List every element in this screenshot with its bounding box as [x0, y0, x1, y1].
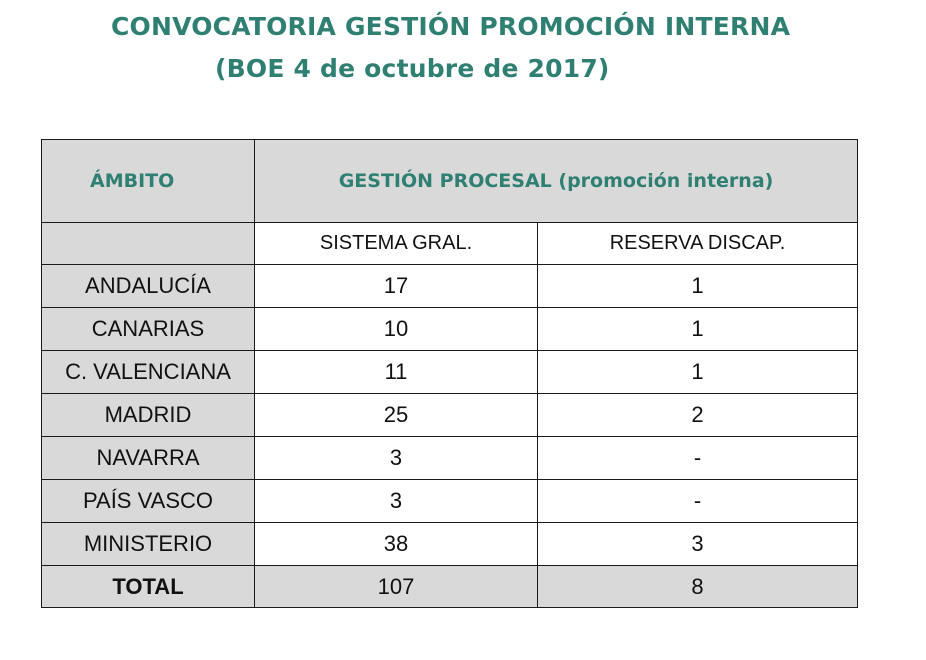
reserva-value: 2	[538, 394, 858, 437]
sistema-value: 25	[255, 394, 538, 437]
column-header-gestion-procesal: GESTIÓN PROCESAL (promoción interna)	[255, 140, 858, 223]
table-row	[42, 480, 858, 523]
sistema-value: 3	[255, 480, 538, 523]
row-label: MINISTERIO	[42, 523, 255, 566]
reserva-value: -	[538, 437, 858, 480]
row-label: CANARIAS	[42, 308, 255, 351]
page-subtitle: (BOE 4 de octubre de 2017)	[215, 54, 610, 83]
table-row	[42, 394, 858, 437]
table-row	[42, 523, 858, 566]
reserva-value: 1	[538, 308, 858, 351]
total-sistema-value: 107	[255, 566, 538, 608]
row-label: C. VALENCIANA	[42, 351, 255, 394]
page-title: CONVOCATORIA GESTIÓN PROMOCIÓN INTERNA	[111, 12, 791, 41]
sistema-value: 3	[255, 437, 538, 480]
table-row	[42, 265, 858, 308]
reserva-value: 3	[538, 523, 858, 566]
column-header-sistema-gral: SISTEMA GRAL.	[255, 223, 538, 265]
row-label: NAVARRA	[42, 437, 255, 480]
sistema-value: 17	[255, 265, 538, 308]
reserva-value: -	[538, 480, 858, 523]
table-row	[42, 308, 858, 351]
reserva-value: 1	[538, 351, 858, 394]
table-total-row	[42, 566, 858, 608]
row-label: PAÍS VASCO	[42, 480, 255, 523]
convocatoria-table	[41, 139, 858, 608]
sistema-value: 38	[255, 523, 538, 566]
row-label: MADRID	[42, 394, 255, 437]
table-header-row	[42, 140, 858, 223]
column-header-ambito: ÁMBITO	[42, 140, 255, 223]
subheader-blank-cell	[42, 223, 255, 265]
table-row	[42, 351, 858, 394]
total-reserva-value: 8	[538, 566, 858, 608]
sistema-value: 10	[255, 308, 538, 351]
row-label: ANDALUCÍA	[42, 265, 255, 308]
table-subheader-row	[42, 223, 858, 265]
sistema-value: 11	[255, 351, 538, 394]
column-header-reserva-discap: RESERVA DISCAP.	[538, 223, 858, 265]
total-label: TOTAL	[42, 566, 255, 608]
table-row	[42, 437, 858, 480]
reserva-value: 1	[538, 265, 858, 308]
